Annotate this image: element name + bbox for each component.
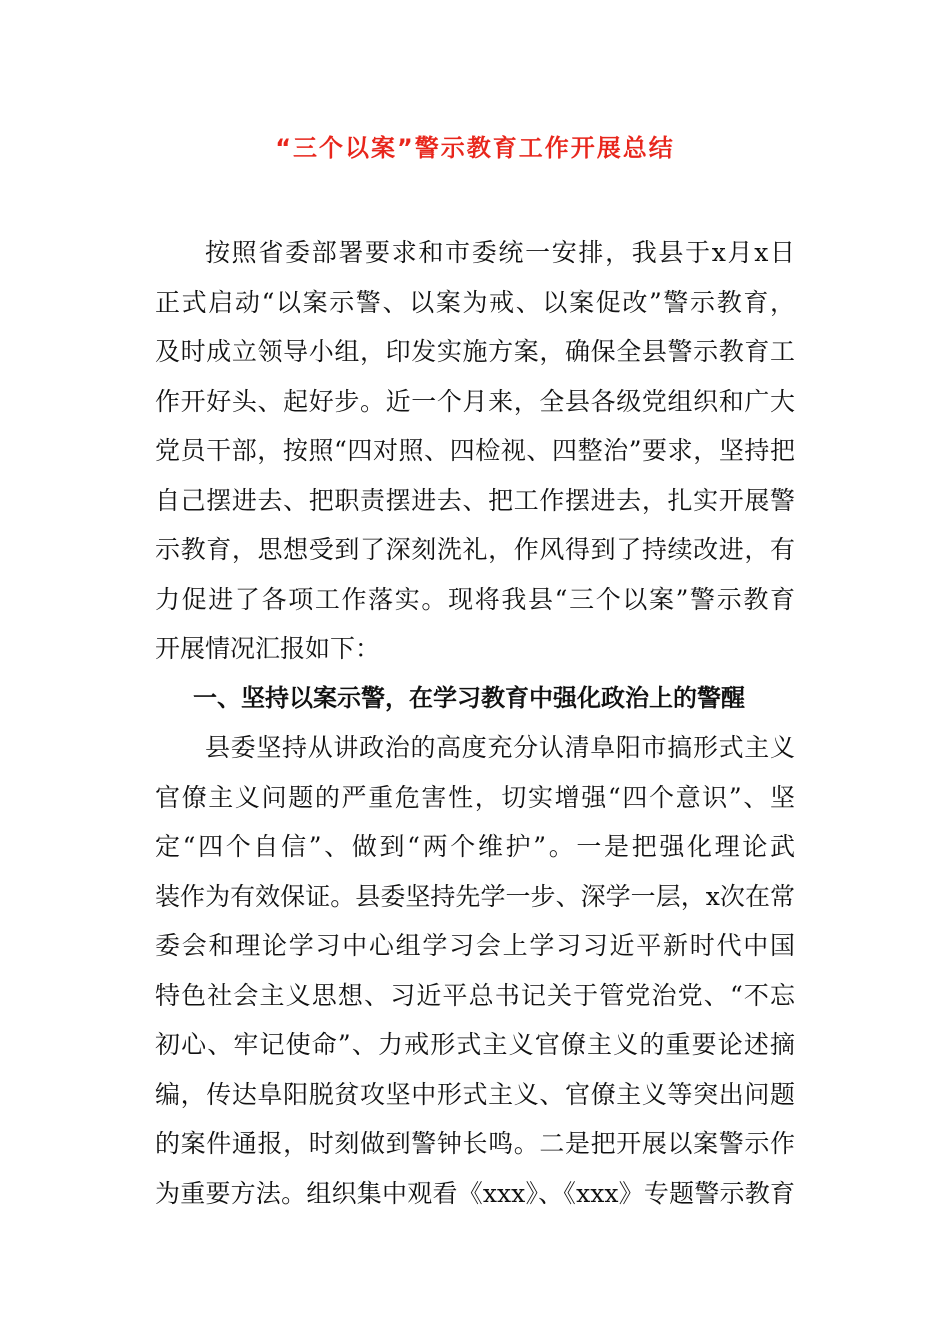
paragraph-line: 示教育，思想受到了深刻洗礼，作风得到了持续改进，有 <box>155 535 795 564</box>
paragraph-line: 及时成立领导小组，印发实施方案，确保全县警示教育工 <box>155 337 795 366</box>
paragraph-line: 委会和理论学习中心组学习会上学习习近平新时代中国 <box>155 931 795 960</box>
document-body <box>155 228 795 1218</box>
paragraph-line: 装作为有效保证。县委坚持先学一步、深学一层，x次在常 <box>155 881 795 911</box>
paragraph-line: 开展情况汇报如下： <box>155 634 381 663</box>
paragraph-line: 为重要方法。组织集中观看《xxx》、《xxx》专题警示教育 <box>155 1178 795 1208</box>
paragraph-line: 按照省委部署要求和市委统一安排，我县于x月x日 <box>205 238 795 267</box>
section-heading: 一、坚持以案示警，在学习教育中强化政治上的警醒 <box>193 683 745 712</box>
paragraph-line: 特色社会主义思想、习近平总书记关于管党治党、“不忘 <box>155 980 795 1010</box>
paragraph-line: 定“四个自信”、做到“两个维护”。一是把强化理论武 <box>155 832 795 861</box>
paragraph-line: 初心、牢记使命”、力戒形式主义官僚主义的重要论述摘 <box>155 1030 795 1059</box>
document-title: “三个以案”警示教育工作开展总结 <box>275 134 675 162</box>
paragraph-line: 官僚主义问题的严重危害性，切实增强“四个意识”、坚 <box>155 782 795 812</box>
paragraph-line: 编，传达阜阳脱贫攻坚中形式主义、官僚主义等突出问题 <box>155 1079 795 1109</box>
paragraph-line: 作开好头、起好步。近一个月来，全县各级党组织和广大 <box>155 386 795 416</box>
paragraph-line: 党员干部，按照“四对照、四检视、四整治”要求，坚持把 <box>155 436 795 465</box>
paragraph-line: 力促进了各项工作落实。现将我县“三个以案”警示教育 <box>155 584 795 614</box>
paragraph-line: 自己摆进去、把职责摆进去、把工作摆进去，扎实开展警 <box>155 485 795 515</box>
paragraph-line: 县委坚持从讲政治的高度充分认清阜阳市搞形式主义 <box>205 733 795 762</box>
paragraph-line: 正式启动“以案示警、以案为戒、以案促改”警示教育， <box>155 287 795 317</box>
paragraph-line: 的案件通报，时刻做到警钟长鸣。二是把开展以案警示作 <box>155 1129 795 1158</box>
